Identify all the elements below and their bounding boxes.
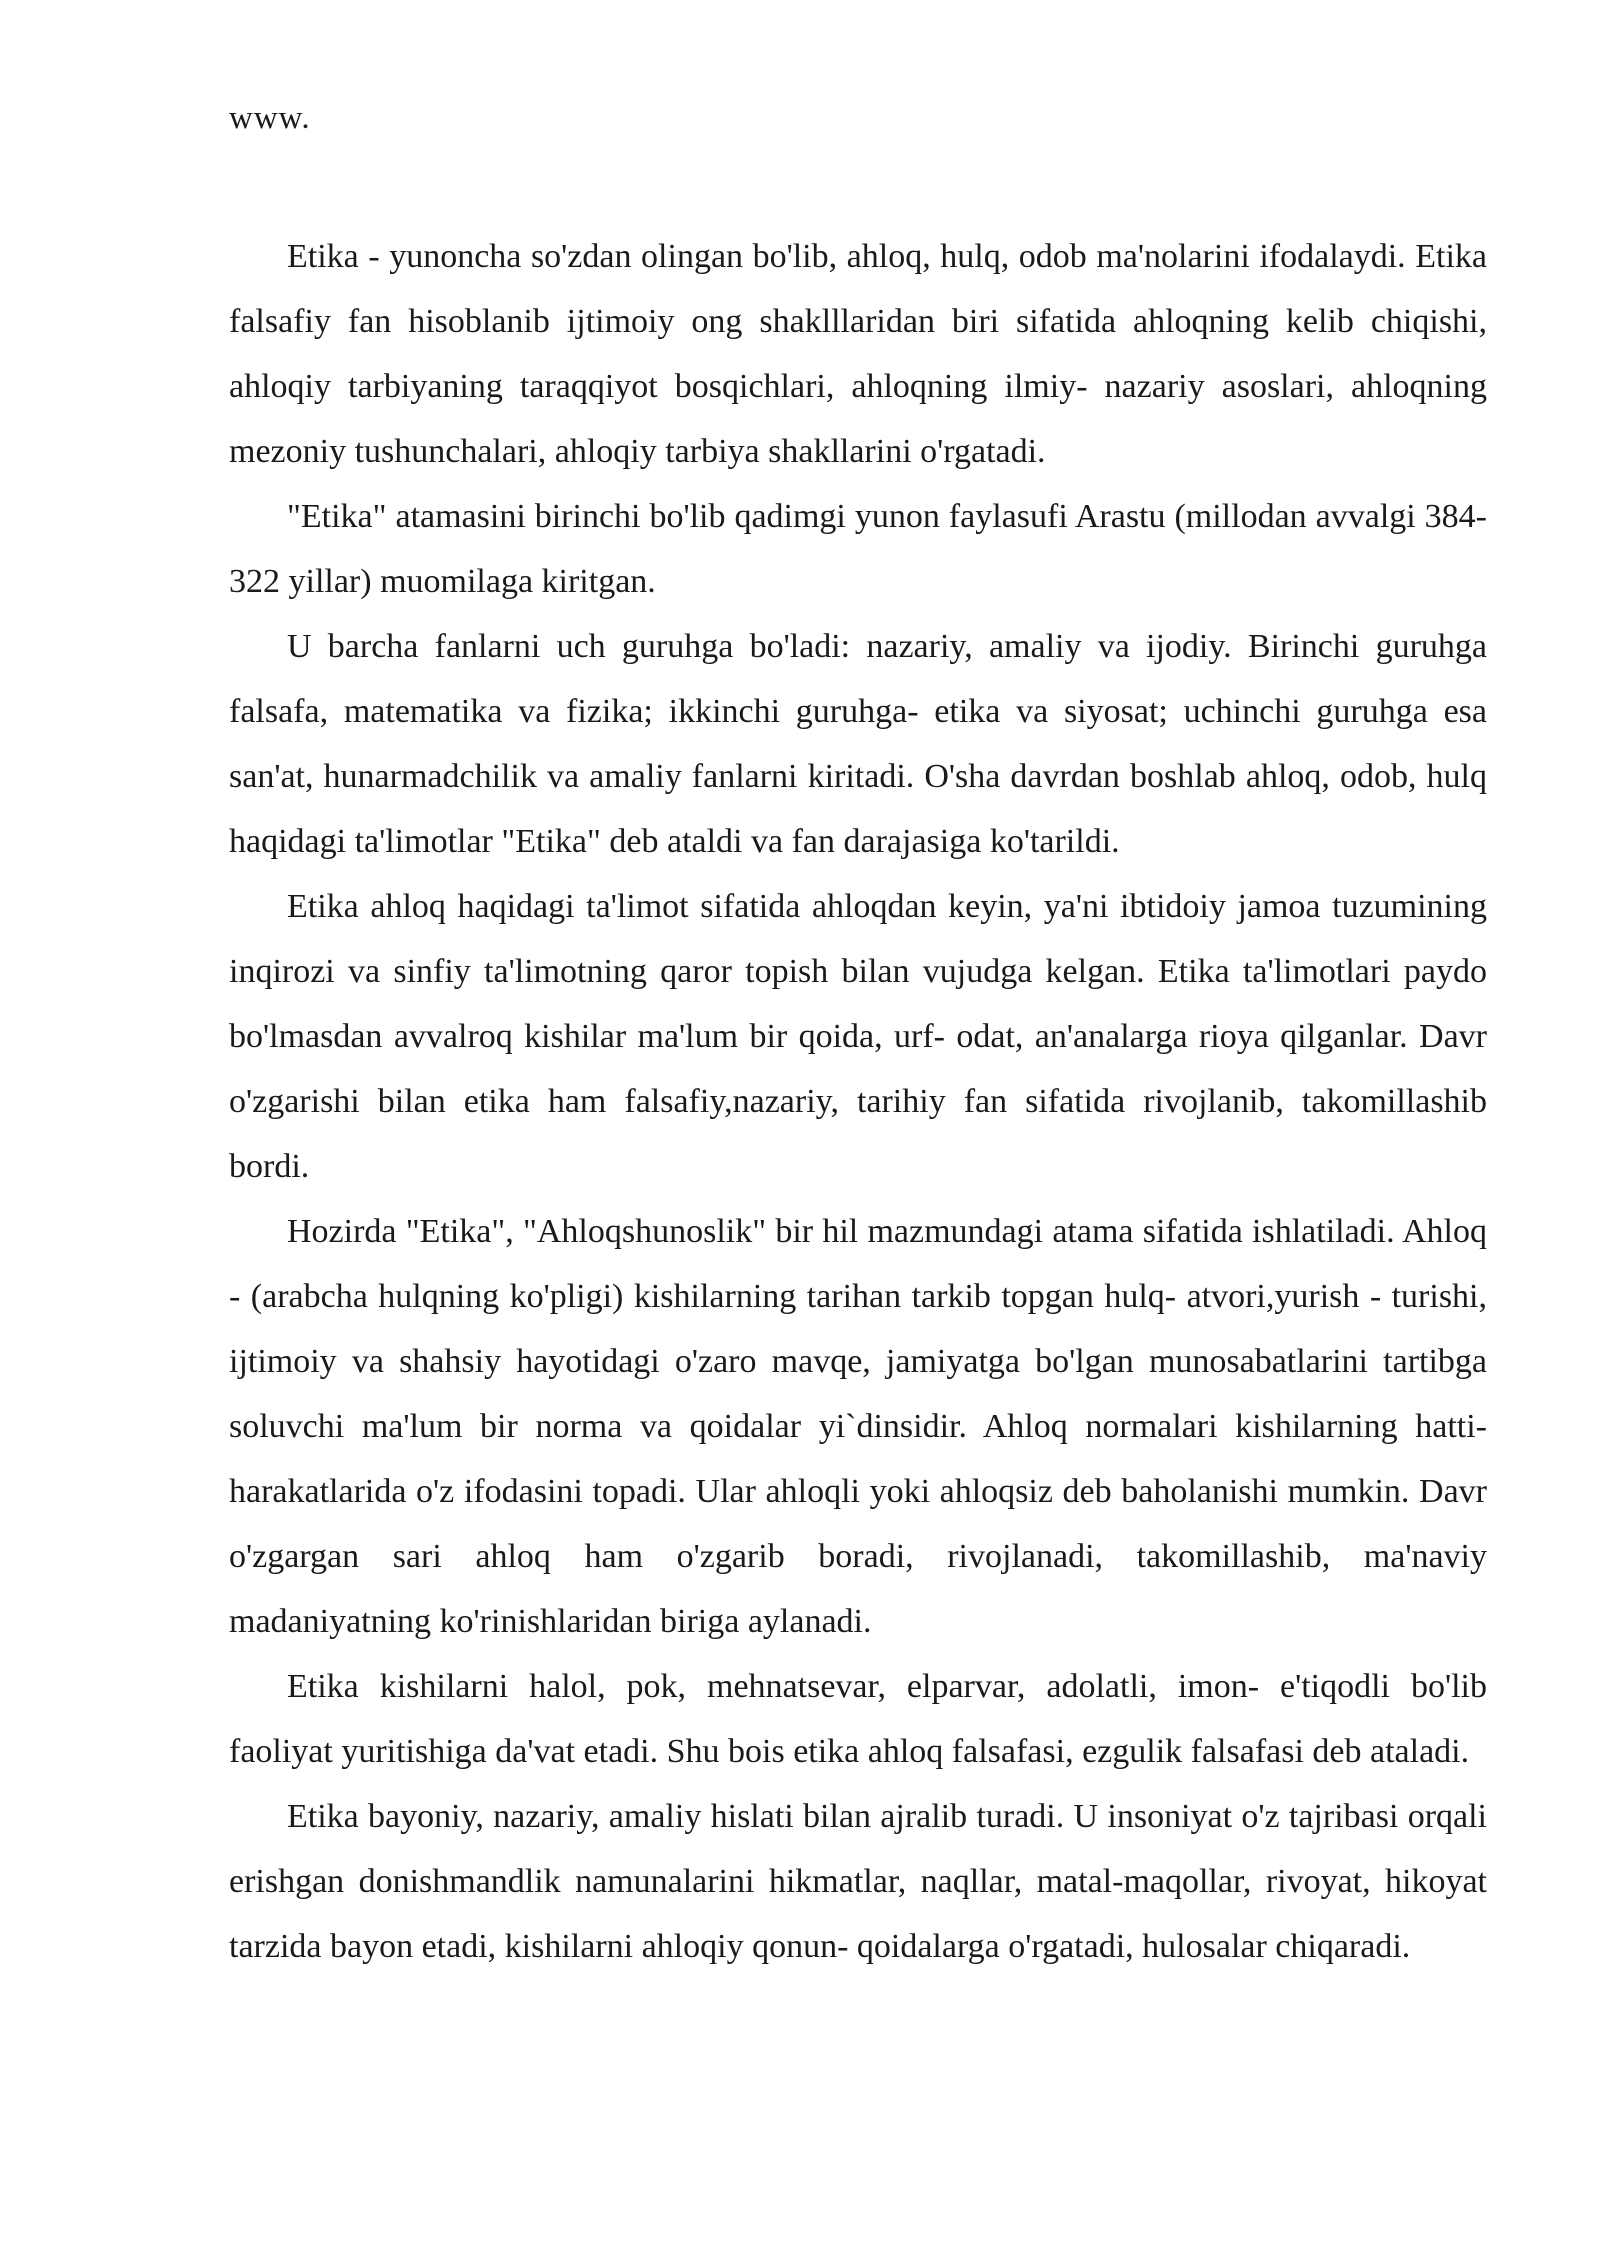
paragraph-5: Hozirda "Etika", "Ahloqshunoslik" bir hil mazmundagi atama sifatida ishlatiladi. Ahloq - (arabcha hulqning ko'pligi) kishilarning tarihan tarkib topgan hulq- atvori,yurish - turishi, ijtimoiy va shahsiy hayotidagi o'zaro mavqe, jamiyatga bo'lgan munosabatlarini tartibga soluvchi ma'lum bir norma va qoidalar yi`dinsidir. Ahloq normalari kishilarning hatti- harakatlarida o'z ifodasini topadi. Ular ahloqli yoki ahloqsiz deb baholanishi mumkin. Davr o'zgargan sari ahloq ham o'zgarib boradi, rivojlanadi, takomillashib, ma'naviy madaniyatning ko'rinishlaridan biriga aylanadi. <box>229 1213 1487 1640</box>
header-text: www. <box>229 100 311 136</box>
paragraph-4: Etika ahloq haqidagi ta'limot sifatida ahloqdan keyin, ya'ni ibtidoiy jamoa tuzumining inqirozi va sinfiy ta'limotning qaror topish bilan vujudga kelgan. Etika ta'limotlari paydo bo'lmasdan avvalroq kishilar ma'lum bir qoida, urf- odat, an'analarga rioya qilganlar. Davr o'zgarishi bilan etika ham falsafiy,nazariy, tarihiy fan sifatida rivojlanib, takomillashib bordi. <box>229 888 1487 1185</box>
paragraph-1: Etika - yunoncha so'zdan olingan bo'lib, ahloq, hulq, odob ma'nolarini ifodalaydi. Etika falsafiy fan hisoblanib ijtimoiy ong shaklllaridan biri sifatida ahloqning kelib chiqishi, ahloqiy tarbiyaning taraqqiyot bosqichlari, ahloqning ilmiy- nazariy asoslari, ahloqning mezoniy tushunchalari, ahloqiy tarbiya shakllarini o'rgatadi. <box>229 238 1487 470</box>
body-text <box>229 224 1487 1979</box>
paragraph-7: Etika bayoniy, nazariy, amaliy hislati bilan ajralib turadi. U insoniyat o'z tajribasi orqali erishgan donishmandlik namunalarini hikmatlar, naqllar, matal-maqollar, rivoyat, hikoyat tarzida bayon etadi, kishilarni ahloqiy qonun- qoidalarga o'rgatadi, hulosalar chiqaradi. <box>229 1798 1487 1965</box>
paragraph-6: Etika kishilarni halol, pok, mehnatsevar, elparvar, adolatli, imon- e'tiqodli bo'lib faoliyat yuritishiga da'vat etadi. Shu bois etika ahloq falsafasi, ezgulik falsafasi deb ataladi. <box>229 1668 1487 1770</box>
paragraph-3: U barcha fanlarni uch guruhga bo'ladi: nazariy, amaliy va ijodiy. Birinchi guruhga falsafa, matematika va fizika; ikkinchi guruhga- etika va siyosat; uchinchi guruhga esa san'at, hunarmadchilik va amaliy fanlarni kiritadi. O'sha davrdan boshlab ahloq, odob, hulq haqidagi ta'limotlar "Etika" deb ataldi va fan darajasiga ko'tarildi. <box>229 628 1487 860</box>
paragraph-2: "Etika" atamasini birinchi bo'lib qadimgi yunon faylasufi Arastu (millodan avvalgi 384-322 yillar) muomilaga kiritgan. <box>229 498 1487 600</box>
